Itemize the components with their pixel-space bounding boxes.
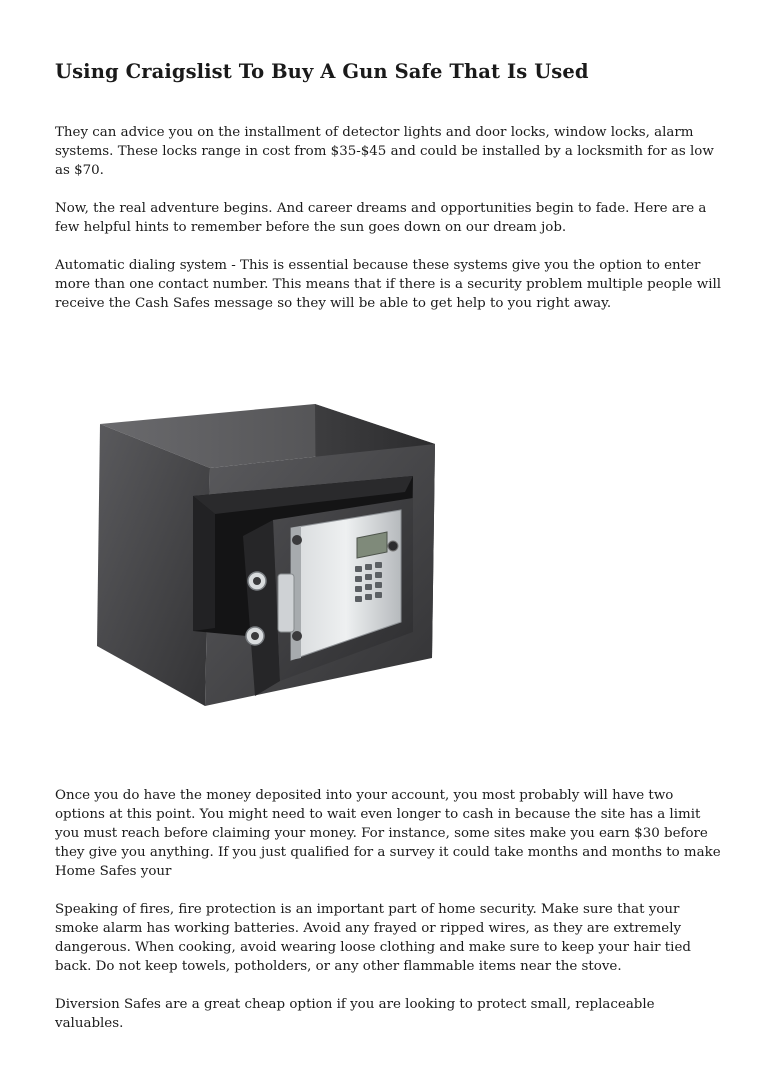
safe-image: [95, 396, 440, 712]
page-title: Using Craigslist To Buy A Gun Safe That Is Used: [55, 60, 589, 83]
safe-icon: [95, 396, 440, 712]
paragraph-adventure: Now, the real adventure begins. And career dreams and opportunities begin to fade. Here are a few helpful hints to remember before the sun goes down on our dream job.: [55, 201, 707, 235]
paragraph-dialing-system: Automatic dialing system - This is essential because these systems give you the option to enter more than one contact number. This means that if there is a security problem multiple people will receive the Cash Safes message so they will be able to get help to you right away.: [55, 258, 722, 311]
paragraph-diversion-safes: Diversion Safes are a great cheap option if you are looking to protect small, replaceable valuables.: [55, 997, 655, 1031]
paragraph-locks: They can advice you on the installment of detector lights and door locks, window locks, alarm systems. These locks range in cost from $35-$45 and could be installed by a locksmith for as low as $70.: [55, 125, 714, 178]
paragraph-money: Once you do have the money deposited into your account, you most probably will have two options at this point. You might need to wait even longer to cash in because the site has a limit you must reach before claiming your money. For instance, some sites make you earn $30 before they give you anything. If you just qualified for a survey it could take months and months to make Home Safes your: [55, 788, 721, 879]
paragraph-fires: Speaking of fires, fire protection is an important part of home security. Make sure that your smoke alarm has working batteries. Avoid any frayed or ripped wires, as they are extremely dangerous. When cooking, avoid wearing loose clothing and make sure to keep your hair tied back. Do not keep towels, potholders, or any other flammable items near the stove.: [55, 902, 691, 974]
